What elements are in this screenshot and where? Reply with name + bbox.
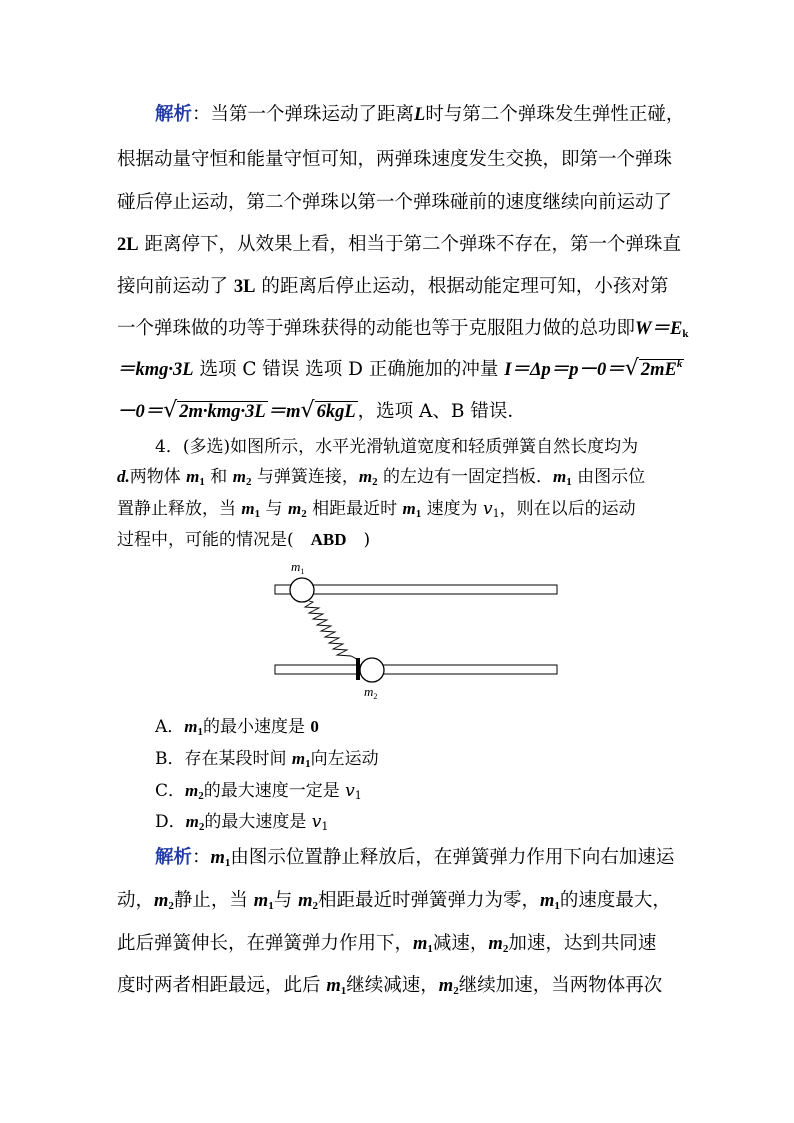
- solution1-line6: 一个弹珠做的功等于弹珠获得的动能也等于克服阻力做的总功即$W=E_k$: [117, 318, 689, 340]
- solution2-line2: 动，$m_2$静止，当 $m_1$与 $m_2$相距最近时弹簧弹力为零，$m_1$的速度最大，: [117, 890, 671, 912]
- top-rail: [275, 585, 557, 594]
- solution2-line3: 此后弹簧伸长，在弹簧弹力作用下，$m_1$减速，$m_2$加速，达到共同速: [117, 933, 657, 955]
- sqrt-sign: √: [624, 356, 639, 381]
- solution2-line1: 解析：$m_1$由图示位置静止释放后，在弹簧弹力作用下向右加速运: [155, 847, 675, 869]
- sqrt-sign: √: [300, 398, 315, 423]
- answer-key: ABD: [310, 530, 347, 549]
- option-b: B．存在某段时间 $m_1$向左运动: [155, 749, 379, 770]
- solution-keyword: 解析: [155, 104, 193, 125]
- spring: [305, 601, 360, 662]
- option-d: D．$m_2$的最大速度是 $v_1$: [155, 812, 329, 833]
- question4-line3: 置静止释放，当 $m_1$ 与 $m_2$ 相距最近时 $m_1$ 速度为 $v_1$，则在以后的运动: [117, 499, 636, 520]
- solution1-line5: 接向前运动了 3L 的距离后停止运动，根据动能定理可知，小孩对第: [117, 276, 669, 297]
- sqrt-sign: √: [163, 398, 178, 423]
- solution1-line1: 解析：当第一个弹珠运动了距离L时与第二个弹珠发生弹性正碰，: [155, 104, 685, 125]
- label-m2: $m_2$: [364, 684, 378, 701]
- spring-diagram: [265, 558, 565, 703]
- bottom-rail: [275, 665, 557, 674]
- solution2-line4: 度时两者相距最远，此后 $m_1$继续减速，$m_2$继续加速，当两物体再次: [117, 975, 663, 997]
- question4-line1: 4．(多选)如图所示，水平光滑轨道宽度和轻质弹簧自然长度均为: [155, 437, 639, 457]
- option-a: A．$m_1$的最小速度是 0: [155, 717, 319, 738]
- solution1-line2: 根据动量守恒和能量守恒可知，两弹珠速度发生交换，即第一个弹珠: [117, 149, 673, 170]
- question4-line4: 过程中，可能的情况是( ABD ): [117, 530, 371, 550]
- solution1-line7: ＝kmg·3L 选项 C 错误 选项 D 正确施加的冲量 I＝Δp＝p－0＝√ $2mE^k$: [117, 356, 683, 381]
- solution-keyword: 解析: [155, 847, 193, 868]
- option-c: C．$m_2$的最大速度一定是 $v_1$: [155, 781, 362, 802]
- sqrt-radicand: $2mE^k$: [640, 358, 683, 380]
- solution1-line4: 2L 距离停下，从效果上看，相当于第二个弹珠不存在，第一个弹珠直: [117, 234, 681, 255]
- solution1-line3: 碰后停止运动，第二个弹珠以第一个弹珠碰前的速度继续向前运动了: [117, 192, 673, 213]
- solution1-line8: －0＝√ 2m·kmg·3L ＝m√ 6kgL ，选项 A、B 错误．: [117, 398, 526, 423]
- question4-line2: d.两物体 $m_1$ 和 $m_2$ 与弹簧连接，$m_2$ 的左边有一固定挡板．$m_1$ 由图示位: [117, 467, 646, 488]
- ball-m1: [290, 578, 314, 602]
- label-m1: $m_1$: [291, 559, 305, 576]
- ball-m2: [360, 658, 384, 682]
